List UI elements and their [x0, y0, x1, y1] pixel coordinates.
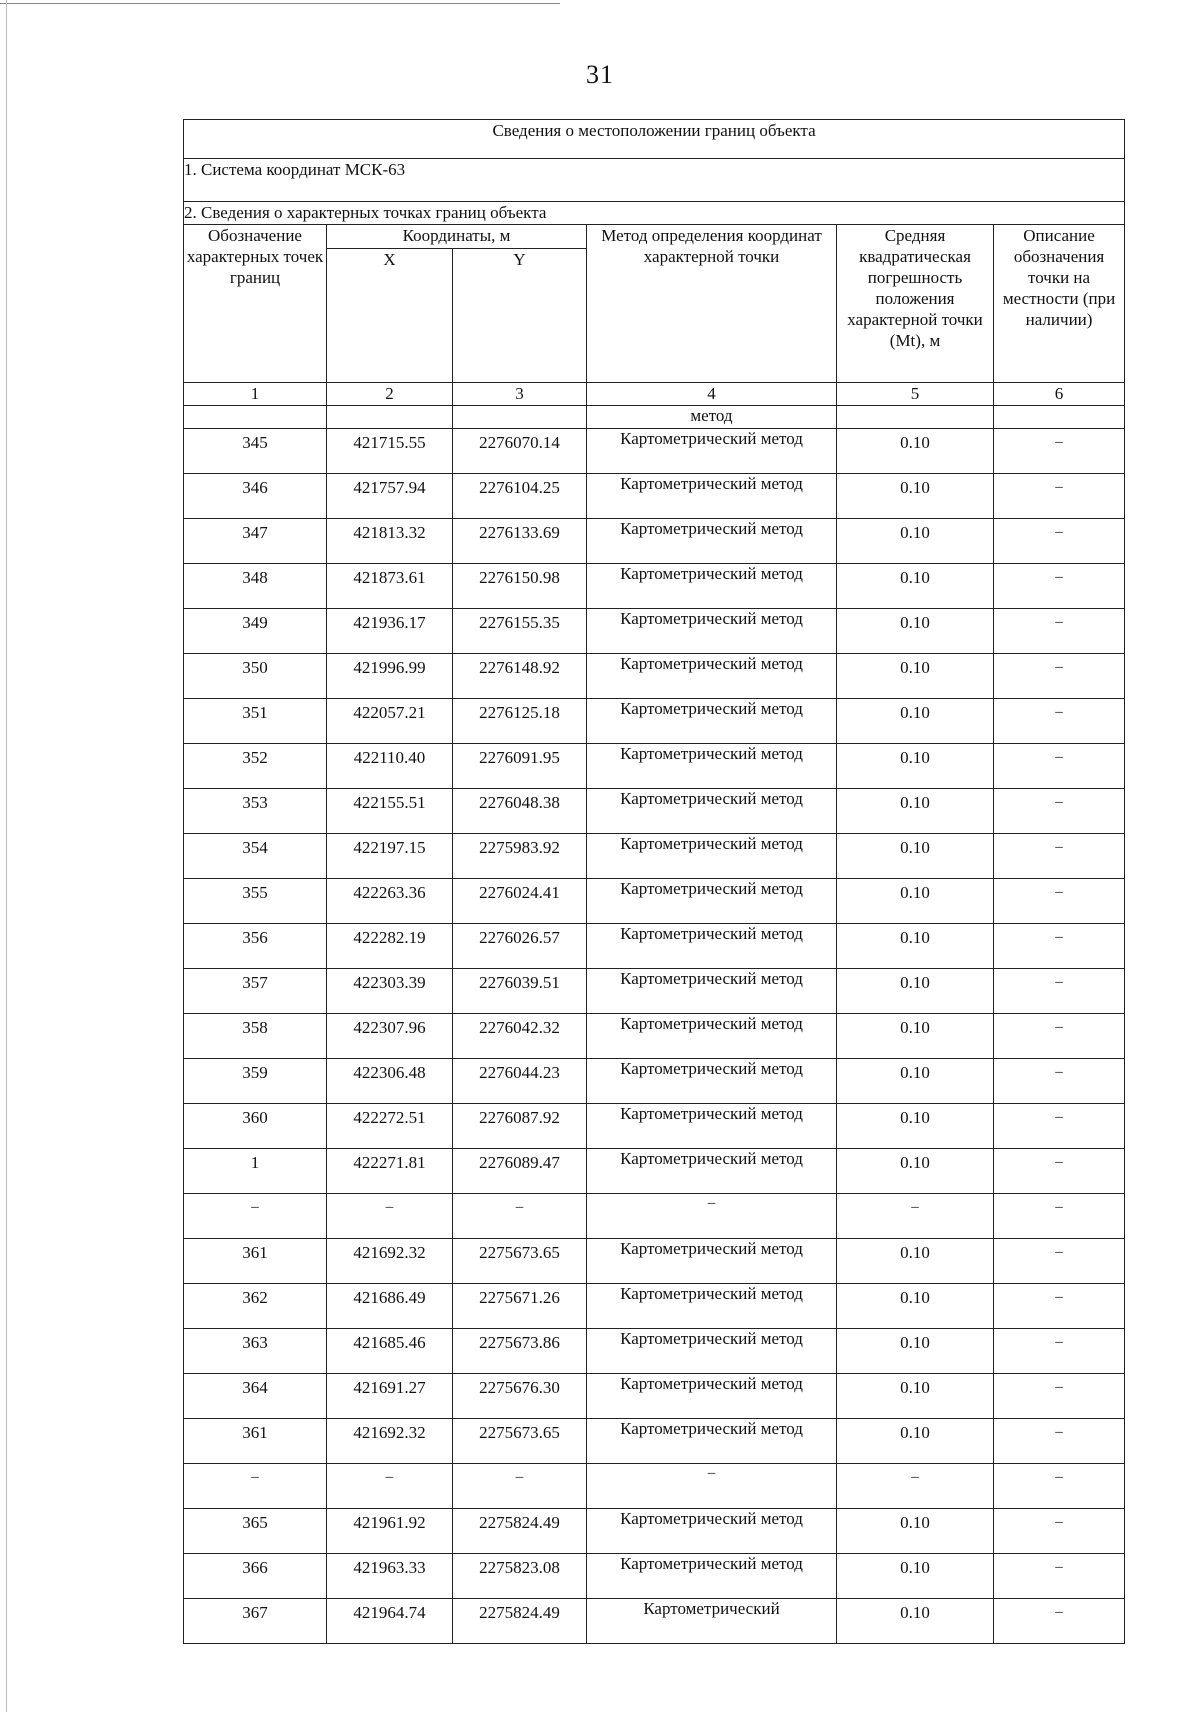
table-row: [184, 1599, 1125, 1644]
method-cell: Картометрический метод: [587, 1509, 837, 1554]
method-cell: Картометрический метод: [587, 1374, 837, 1419]
method-cell: Картометрический метод: [587, 969, 837, 1014]
method-cell: Картометрический метод: [587, 1554, 837, 1599]
method-cell: Картометрический метод: [587, 834, 837, 879]
continuation-method: метод: [587, 406, 837, 429]
error-cell: 0.10: [837, 1554, 994, 1599]
method-cell: Картометрический метод: [587, 654, 837, 699]
y-coordinate-cell: 2275824.49: [453, 1599, 587, 1644]
y-coordinate-cell: 2276042.32: [453, 1014, 587, 1059]
y-coordinate-cell: 2276026.57: [453, 924, 587, 969]
y-coordinate-cell: 2275671.26: [453, 1284, 587, 1329]
y-coordinate-cell: 2276155.35: [453, 609, 587, 654]
error-cell: –: [837, 1464, 994, 1509]
error-cell: 0.10: [837, 744, 994, 789]
column-number: 2: [327, 383, 453, 406]
description-cell: –: [994, 474, 1125, 519]
y-coordinate-cell: 2275673.65: [453, 1239, 587, 1284]
description-cell: –: [994, 654, 1125, 699]
point-id-cell: 352: [184, 744, 327, 789]
table-row: [184, 1329, 1125, 1374]
error-cell: 0.10: [837, 1374, 994, 1419]
description-cell: –: [994, 1014, 1125, 1059]
y-coordinate-cell: 2276070.14: [453, 429, 587, 474]
x-coordinate-cell: –: [327, 1464, 453, 1509]
description-cell: –: [994, 789, 1125, 834]
x-coordinate-cell: 421964.74: [327, 1599, 453, 1644]
point-id-cell: 361: [184, 1239, 327, 1284]
error-cell: 0.10: [837, 564, 994, 609]
point-id-cell: 349: [184, 609, 327, 654]
point-id-cell: 350: [184, 654, 327, 699]
point-id-cell: 351: [184, 699, 327, 744]
method-cell: Картометрический метод: [587, 609, 837, 654]
table-row: [184, 834, 1125, 879]
method-cell: Картометрический: [587, 1599, 837, 1644]
error-cell: 0.10: [837, 834, 994, 879]
error-cell: 0.10: [837, 1239, 994, 1284]
y-coordinate-cell: 2276039.51: [453, 969, 587, 1014]
x-coordinate-cell: 422303.39: [327, 969, 453, 1014]
x-coordinate-cell: 422282.19: [327, 924, 453, 969]
header-method: Метод определения координат характерной точки: [587, 225, 837, 383]
point-id-cell: 355: [184, 879, 327, 924]
table-row: [184, 429, 1125, 474]
y-coordinate-cell: 2275673.65: [453, 1419, 587, 1464]
y-coordinate-cell: –: [453, 1194, 587, 1239]
description-cell: –: [994, 1059, 1125, 1104]
x-coordinate-cell: 421996.99: [327, 654, 453, 699]
header-point-designation: Обозначение характерных точек границ: [184, 225, 327, 383]
table-row: [184, 1014, 1125, 1059]
y-coordinate-cell: 2276150.98: [453, 564, 587, 609]
error-cell: 0.10: [837, 474, 994, 519]
error-cell: 0.10: [837, 699, 994, 744]
method-cell: Картометрический метод: [587, 1014, 837, 1059]
error-cell: 0.10: [837, 969, 994, 1014]
description-cell: –: [994, 969, 1125, 1014]
x-coordinate-cell: 421686.49: [327, 1284, 453, 1329]
scan-edge-line: [0, 3, 560, 4]
x-coordinate-cell: 422057.21: [327, 699, 453, 744]
table-caption: Сведения о местоположении границ объекта: [184, 120, 1125, 159]
boundary-points-table: [183, 119, 1125, 1644]
error-cell: 0.10: [837, 429, 994, 474]
x-coordinate-cell: 422271.81: [327, 1149, 453, 1194]
table-row: [184, 1374, 1125, 1419]
error-cell: 0.10: [837, 924, 994, 969]
description-cell: –: [994, 744, 1125, 789]
table-row: [184, 1059, 1125, 1104]
point-id-cell: 353: [184, 789, 327, 834]
point-id-cell: 357: [184, 969, 327, 1014]
header-y: Y: [453, 249, 587, 383]
column-number: 6: [994, 383, 1125, 406]
point-id-cell: 361: [184, 1419, 327, 1464]
header-mean-square-error: Средняя квадратическая погрешность положения характерной точки (Мt), м: [837, 225, 994, 383]
point-id-cell: 364: [184, 1374, 327, 1419]
y-coordinate-cell: 2276148.92: [453, 654, 587, 699]
table-row: [184, 1464, 1125, 1509]
method-cell: Картометрический метод: [587, 744, 837, 789]
error-cell: 0.10: [837, 1599, 994, 1644]
point-id-cell: 346: [184, 474, 327, 519]
table-row: [184, 1284, 1125, 1329]
description-cell: –: [994, 1284, 1125, 1329]
description-cell: –: [994, 699, 1125, 744]
header-coordinates: Координаты, м: [327, 225, 587, 249]
method-cell: Картометрический метод: [587, 429, 837, 474]
method-cell: Картометрический метод: [587, 1419, 837, 1464]
description-cell: –: [994, 1194, 1125, 1239]
x-coordinate-cell: 421692.32: [327, 1419, 453, 1464]
y-coordinate-cell: –: [453, 1464, 587, 1509]
table-row: [184, 654, 1125, 699]
method-cell: Картометрический метод: [587, 879, 837, 924]
point-id-cell: 356: [184, 924, 327, 969]
x-coordinate-cell: 421691.27: [327, 1374, 453, 1419]
method-cell: Картометрический метод: [587, 1059, 837, 1104]
x-coordinate-cell: 421813.32: [327, 519, 453, 564]
description-cell: –: [994, 834, 1125, 879]
x-coordinate-cell: 421757.94: [327, 474, 453, 519]
error-cell: 0.10: [837, 1329, 994, 1374]
table-row: [184, 924, 1125, 969]
x-coordinate-cell: 422263.36: [327, 879, 453, 924]
table-row: [184, 969, 1125, 1014]
points-section-title: 2. Сведения о характерных точках границ объекта: [184, 202, 1125, 225]
point-id-cell: –: [184, 1464, 327, 1509]
table-cell: [453, 406, 587, 429]
description-cell: –: [994, 609, 1125, 654]
table-row: [184, 609, 1125, 654]
point-id-cell: 365: [184, 1509, 327, 1554]
scan-edge-line: [6, 0, 7, 1712]
x-coordinate-cell: 421936.17: [327, 609, 453, 654]
x-coordinate-cell: 421715.55: [327, 429, 453, 474]
table-cell: [327, 406, 453, 429]
column-number: 5: [837, 383, 994, 406]
column-number: 4: [587, 383, 837, 406]
method-cell: Картометрический метод: [587, 1104, 837, 1149]
error-cell: 0.10: [837, 1509, 994, 1554]
error-cell: 0.10: [837, 1059, 994, 1104]
point-id-cell: 360: [184, 1104, 327, 1149]
point-id-cell: 347: [184, 519, 327, 564]
table-row: [184, 1194, 1125, 1239]
table-row: [184, 564, 1125, 609]
point-id-cell: 354: [184, 834, 327, 879]
x-coordinate-cell: 422272.51: [327, 1104, 453, 1149]
method-cell: –: [587, 1194, 837, 1239]
error-cell: 0.10: [837, 654, 994, 699]
y-coordinate-cell: 2276087.92: [453, 1104, 587, 1149]
method-cell: Картометрический метод: [587, 924, 837, 969]
y-coordinate-cell: 2275823.08: [453, 1554, 587, 1599]
error-cell: 0.10: [837, 1014, 994, 1059]
point-id-cell: 366: [184, 1554, 327, 1599]
continuation-row: [184, 406, 1125, 429]
table-row: [184, 519, 1125, 564]
table-row: [184, 744, 1125, 789]
y-coordinate-cell: 2276048.38: [453, 789, 587, 834]
table-row: [184, 1509, 1125, 1554]
y-coordinate-cell: 2275673.86: [453, 1329, 587, 1374]
table-row: [184, 1554, 1125, 1599]
description-cell: –: [994, 1239, 1125, 1284]
table-row: [184, 1104, 1125, 1149]
method-cell: Картометрический метод: [587, 564, 837, 609]
description-cell: –: [994, 1509, 1125, 1554]
error-cell: 0.10: [837, 519, 994, 564]
description-cell: –: [994, 1554, 1125, 1599]
table-row: [184, 699, 1125, 744]
error-cell: 0.10: [837, 879, 994, 924]
y-coordinate-cell: 2275824.49: [453, 1509, 587, 1554]
error-cell: 0.10: [837, 1104, 994, 1149]
column-number: 3: [453, 383, 587, 406]
y-coordinate-cell: 2275676.30: [453, 1374, 587, 1419]
x-coordinate-cell: 421961.92: [327, 1509, 453, 1554]
y-coordinate-cell: 2276044.23: [453, 1059, 587, 1104]
error-cell: 0.10: [837, 1419, 994, 1464]
table-row: [184, 1239, 1125, 1284]
method-cell: Картометрический метод: [587, 1284, 837, 1329]
point-id-cell: 362: [184, 1284, 327, 1329]
description-cell: –: [994, 1419, 1125, 1464]
method-cell: Картометрический метод: [587, 1329, 837, 1374]
column-number: 1: [184, 383, 327, 406]
description-cell: –: [994, 564, 1125, 609]
description-cell: –: [994, 879, 1125, 924]
error-cell: 0.10: [837, 609, 994, 654]
table-cell: [994, 406, 1125, 429]
description-cell: –: [994, 1329, 1125, 1374]
description-cell: –: [994, 1104, 1125, 1149]
y-coordinate-cell: 2276133.69: [453, 519, 587, 564]
method-cell: Картометрический метод: [587, 519, 837, 564]
x-coordinate-cell: 422197.15: [327, 834, 453, 879]
column-number-row: [184, 383, 1125, 406]
point-id-cell: 359: [184, 1059, 327, 1104]
x-coordinate-cell: 422306.48: [327, 1059, 453, 1104]
y-coordinate-cell: 2276091.95: [453, 744, 587, 789]
description-cell: –: [994, 1464, 1125, 1509]
point-id-cell: 348: [184, 564, 327, 609]
coordinate-system: 1. Система координат МСК-63: [184, 159, 1125, 202]
point-id-cell: 363: [184, 1329, 327, 1374]
method-cell: Картометрический метод: [587, 699, 837, 744]
x-coordinate-cell: 422155.51: [327, 789, 453, 834]
page-number: 31: [586, 60, 614, 89]
x-coordinate-cell: –: [327, 1194, 453, 1239]
method-cell: –: [587, 1464, 837, 1509]
description-cell: –: [994, 1149, 1125, 1194]
y-coordinate-cell: 2276024.41: [453, 879, 587, 924]
y-coordinate-cell: 2276125.18: [453, 699, 587, 744]
point-id-cell: 1: [184, 1149, 327, 1194]
x-coordinate-cell: 421873.61: [327, 564, 453, 609]
x-coordinate-cell: 421963.33: [327, 1554, 453, 1599]
method-cell: Картометрический метод: [587, 789, 837, 834]
point-id-cell: –: [184, 1194, 327, 1239]
point-id-cell: 358: [184, 1014, 327, 1059]
table-row: [184, 789, 1125, 834]
description-cell: –: [994, 429, 1125, 474]
x-coordinate-cell: 422110.40: [327, 744, 453, 789]
x-coordinate-cell: 421685.46: [327, 1329, 453, 1374]
description-cell: –: [994, 519, 1125, 564]
description-cell: –: [994, 924, 1125, 969]
method-cell: Картометрический метод: [587, 1149, 837, 1194]
error-cell: –: [837, 1194, 994, 1239]
point-id-cell: 367: [184, 1599, 327, 1644]
point-id-cell: 345: [184, 429, 327, 474]
table-row: [184, 1419, 1125, 1464]
table-row: [184, 474, 1125, 519]
table-cell: [184, 406, 327, 429]
table-row: [184, 1149, 1125, 1194]
method-cell: Картометрический метод: [587, 474, 837, 519]
x-coordinate-cell: 422307.96: [327, 1014, 453, 1059]
error-cell: 0.10: [837, 1284, 994, 1329]
header-description: Описание обозначения точки на местности (при наличии): [994, 225, 1125, 383]
description-cell: –: [994, 1374, 1125, 1419]
y-coordinate-cell: 2276089.47: [453, 1149, 587, 1194]
method-cell: Картометрический метод: [587, 1239, 837, 1284]
y-coordinate-cell: 2276104.25: [453, 474, 587, 519]
error-cell: 0.10: [837, 789, 994, 834]
table-cell: [837, 406, 994, 429]
table-row: [184, 879, 1125, 924]
header-x: X: [327, 249, 453, 383]
x-coordinate-cell: 421692.32: [327, 1239, 453, 1284]
description-cell: –: [994, 1599, 1125, 1644]
error-cell: 0.10: [837, 1149, 994, 1194]
y-coordinate-cell: 2275983.92: [453, 834, 587, 879]
